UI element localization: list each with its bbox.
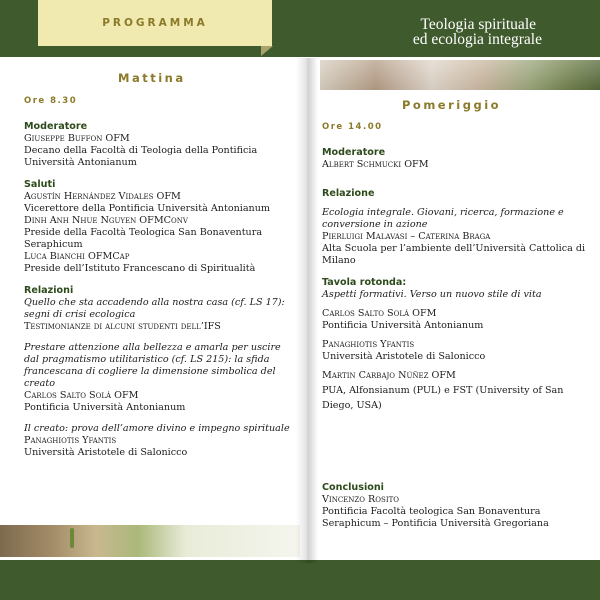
moderatore-role-line1: Decano della Facoltà di Teologia della Pontificia <box>24 145 258 156</box>
saluti-speaker-1: Agustín Hernández Vidales OFM <box>24 191 181 202</box>
pm-relazione-speakers: Pierluigi Malavasi – Caterina Braga <box>322 231 491 242</box>
tavola-speaker-3: Martin Carbajo Núñez OFM <box>322 370 456 381</box>
bottom-green-band <box>0 560 600 600</box>
hands-photo-strip <box>320 60 600 90</box>
saluti-label: Saluti <box>24 179 56 190</box>
tavola-rotonda-label: Tavola rotonda: <box>322 277 407 288</box>
mattina-heading: Mattina <box>118 71 186 85</box>
relazione-2-title-line3: francescana di cogliere la dimensione simbolica del <box>24 366 276 377</box>
saluti-speaker-3: Luca Bianchi OFMCap <box>24 251 130 262</box>
saluti-role-3: Preside dell’Istituto Francescano di Spiritualità <box>24 263 256 274</box>
relazione-1-title-line1: Quello che sta accadendo alla nostra casa (cf. LS 17): <box>24 297 285 308</box>
relazione-3-title: Il creato: prova dell’amore divino e impegno spirituale <box>24 423 290 434</box>
saluti-role-2b: Seraphicum <box>24 239 83 250</box>
relazione-2-title-line4: creato <box>24 378 55 389</box>
relazione-1-title-line2: segni di crisi ecologica <box>24 309 136 320</box>
pm-relazione-role-line2: Milano <box>322 255 356 266</box>
tavola-rotonda-subtitle: Aspetti formativi. Verso un nuovo stile di vita <box>322 289 542 300</box>
pomeriggio-program <box>322 146 594 412</box>
saluti-role-2a: Preside della Facoltà Teologica San Bonaventura <box>24 227 263 238</box>
event-title-line1: Teologia spirituale <box>420 16 536 33</box>
pomeriggio-time: Ore 14.00 <box>322 122 383 132</box>
relazione-3-speaker: Panaghiotis Yfantis <box>24 435 117 446</box>
relazioni-label: Relazioni <box>24 285 74 296</box>
tavola-role-3b: Diego, USA) <box>322 400 382 411</box>
mattina-program <box>24 120 296 459</box>
pomeriggio-heading: Pomeriggio <box>402 98 502 112</box>
conclusioni-role-line2: Seraphicum – Pontificia Università Gregoriana <box>322 518 549 529</box>
relazione-2-title-line2: dal pragmatismo utilitaristico (cf. LS 215): la sfida <box>24 354 270 365</box>
soil-photo-strip <box>0 525 300 557</box>
pm-relazione-label: Relazione <box>322 188 375 199</box>
relazione-2-title-line1: Prestare attenzione alla bellezza e amarla per uscire <box>24 342 281 353</box>
mattina-time: Ore 8.30 <box>24 96 78 106</box>
tavola-role-3a: PUA, Alfonsianum (PUL) e FST (University of San <box>322 385 564 396</box>
moderatore-name: Giuseppe Buffon OFM <box>24 133 130 144</box>
conclusioni-role-line1: Pontificia Facoltà teologica San Bonaventura <box>322 506 541 517</box>
pm-moderatore-label: Moderatore <box>322 147 386 158</box>
pm-relazione-title-line1: Ecologia integrale. Giovani, ricerca, formazione e <box>322 207 564 218</box>
event-title-line2: ed ecologia integrale <box>412 31 542 48</box>
tavola-role-1: Pontificia Università Antonianum <box>322 320 484 331</box>
pm-relazione-role-line1: Alta Scuola per l’ambiente dell’Università Cattolica di <box>322 243 586 254</box>
pm-moderatore-name: Albert Schmucki OFM <box>322 159 429 170</box>
pm-relazione-title-line2: conversione in azione <box>322 219 428 230</box>
tab-fold-decoration <box>261 46 273 56</box>
relazione-1-speakers: Testimonianze di alcuni studenti dell’IFS <box>24 321 221 332</box>
tavola-speaker-2: Panaghiotis Yfantis <box>322 339 415 350</box>
moderatore-label: Moderatore <box>24 121 88 132</box>
relazione-3-role: Università Aristotele di Salonicco <box>24 447 188 458</box>
saluti-role-1: Vicerettore della Pontificia Università Antonianum <box>24 203 271 214</box>
conclusioni-speaker: Vincenzo Rosito <box>322 494 399 505</box>
event-title <box>412 16 542 48</box>
tavola-role-2: Università Aristotele di Salonicco <box>322 351 486 362</box>
moderatore-role-line2: Università Antonianum <box>24 157 137 168</box>
sprout-image <box>70 528 74 548</box>
conclusioni-block <box>322 481 594 530</box>
tavola-speaker-1: Carlos Salto Solá OFM <box>322 308 437 319</box>
page-fold <box>296 58 318 563</box>
relazione-2-role: Pontificia Università Antonianum <box>24 402 186 413</box>
conclusioni-label: Conclusioni <box>322 482 384 493</box>
saluti-speaker-2: Dinh Anh Nhue Nguyen OFMConv <box>24 215 188 226</box>
relazione-2-speaker: Carlos Salto Solá OFM <box>24 390 139 401</box>
programma-title: PROGRAMMA <box>102 17 208 29</box>
